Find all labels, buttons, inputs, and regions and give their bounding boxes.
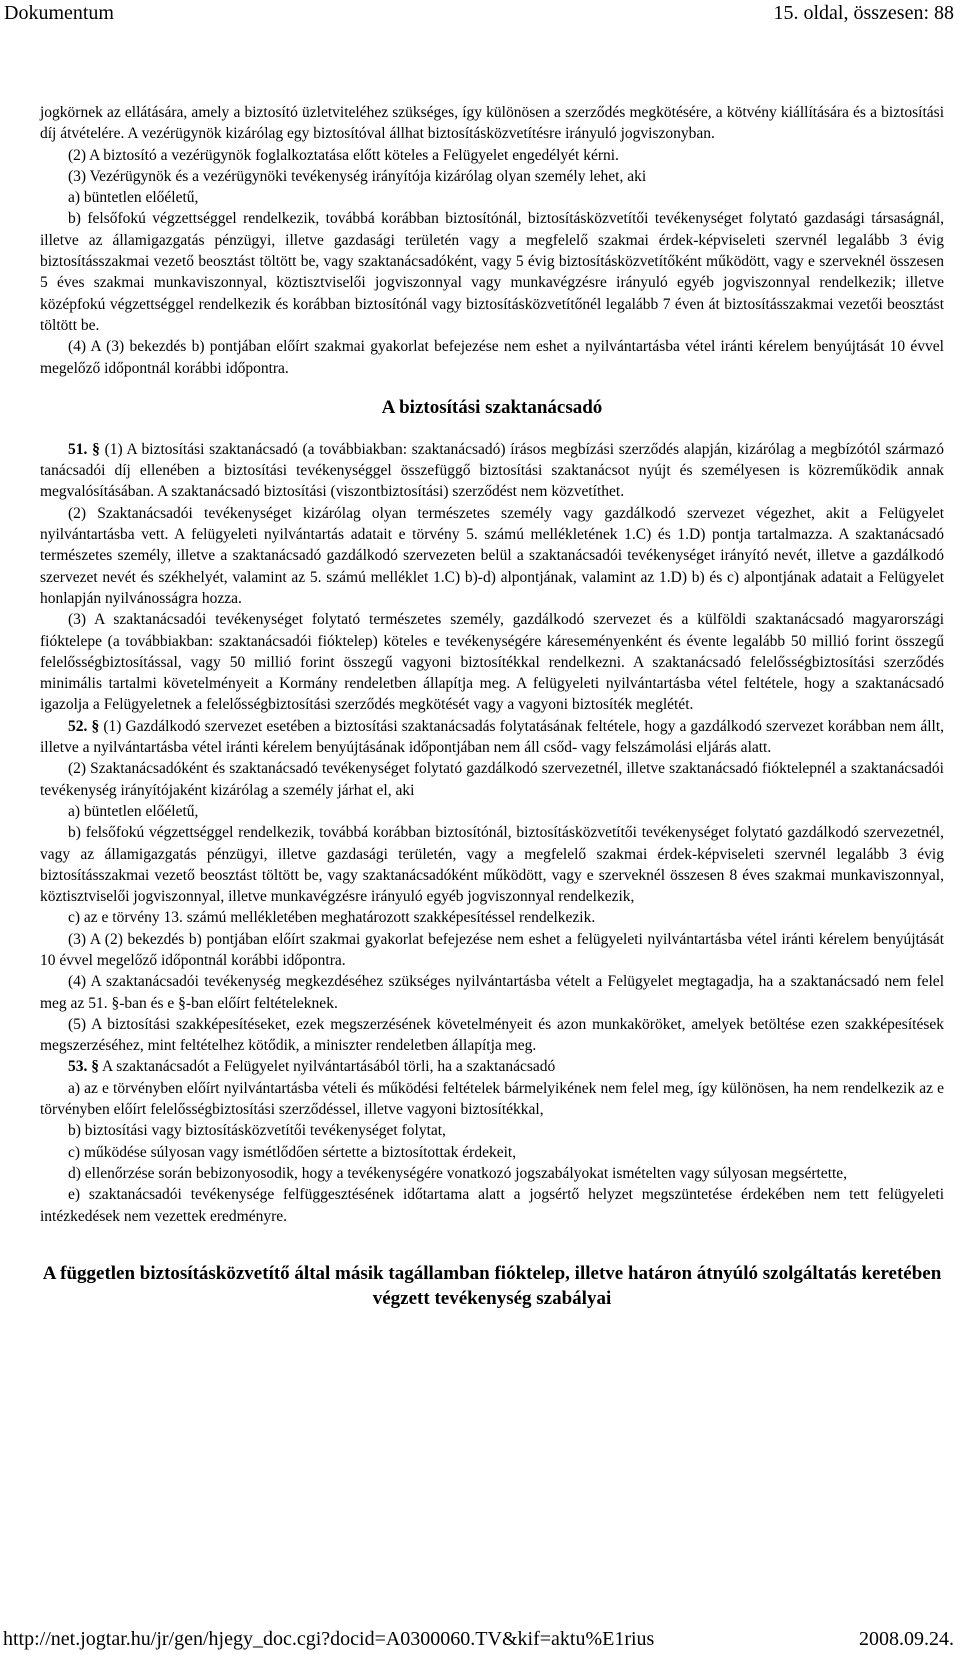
list-item: d) ellenőrzése során bebizonyosodik, hogy a tevékenységére vonatkozó jogszabályokat ismételten vagy súlyosan megsértette, [68,1164,848,1182]
list-item: c) működése súlyosan vagy ismétlődően sértette a biztosítottak érdekeit, [68,1143,517,1161]
list-item: b) felsőfokú végzettséggel rendelkezik, továbbá korábban biztosítónál, biztosításközvetítői tevékenységet folytató gazdálkodó szervezetnél, vagy az államigazgatás pénzügyi, illetve gazdasági területén, vagy a megfelelő szakmai érdek-képviseleti szervnél legalább 3 évig biztosításszakmai vezető beosztást töltött be, vagy szaktanácsadóként működött, vagy e szerveknél összesen 8 éves szakmai munkaviszonnyal, köztisztviselői jogviszonnyal, illetve munkavégzésre irányuló egyéb jogviszonnyal rendelkezik, [40,824,944,906]
paragraph: (3) A (2) bekezdés b) pontjában előírt szakmai gyakorlat befejezése nem eshet a felügyeleti nyilvántartásba vétel iránti kérelem benyújtását 10 évvel megelőző időpontnál korábbi időpontra. [40,930,944,969]
source-url: http://net.jogtar.hu/jr/gen/hjegy_doc.cgi?docid=A0300060.TV&kif=aktu%E1rius [3,1628,655,1650]
paragraph: (3) A szaktanácsadói tevékenységet folytató természetes személy, gazdálkodó szervezet és a külföldi szaktanácsadó magyarországi fióktelepe (a továbbiakban: szaktanácsadói fióktelep) köteles e tevékenységére káreseményenként és évente legalább 50 millió forint összegű felelősségbiztosítással, vagy 50 millió forint összegű vagyoni biztosítékkal rendelkezni. A szaktanácsadó felelősségbiztosítási szerződés minimális tartalmi követelményeit a Kormány rendeletben állapítja meg. A felügyeleti nyilvántartásba vétel feltétele, hogy a szaktanácsadó igazolja a Felügyeletnek a felelősségbiztosítási szerződés megkötését vagy a vagyoni biztosíték meglétét. [40,611,944,714]
paragraph: jogkörnek az ellátására, amely a biztosító üzletviteléhez szükséges, így különösen a szerződés megkötésére, a kötvény kiállítására és a biztosítási díj átvételére. A vezérügynök kizárólag egy biztosítóval állhat biztosításközvetítésre irányuló jogviszonyban. [40,104,944,143]
list-item: a) büntetlen előéletű, [68,189,199,207]
paragraph: (2) Szaktanácsadóként és szaktanácsadó tevékenységet folytató gazdálkodó szervezetnél, illetve szaktanácsadó fióktelepnél a szaktanácsadói tevékenység irányítójaként kizárólag a személy járhat el, aki [40,760,944,799]
section-heading: A független biztosításközvetítő által másik tagállamban fióktelep, illetve határon átnyúló szolgáltatás keretében végzett tevékenység szabályai [42,1262,942,1309]
section-number: 53. § [68,1058,99,1076]
page-header [0,0,960,26]
page-counter: 15. oldal, összesen: 88 [773,2,954,24]
list-item: a) büntetlen előéletű, [68,802,199,820]
paragraph: (5) A biztosítási szakképesítéseket, ezek megszerzésének követelményeit és azon munkaköröket, amelyek betöltése ezen szakképesítések megszerzéséhez, mint feltételhez kötődik, a miniszter rendeletben állapítja meg. [40,1015,944,1055]
list-item: c) az e törvény 13. számú mellékletében meghatározott szakképesítéssel rendelkezik. [68,909,596,927]
document-body [40,102,944,1311]
paragraph [40,439,944,503]
paragraph: (2) Szaktanácsadói tevékenységet kizárólag olyan természetes személy vagy gazdálkodó szervezet végezhet, akit a Felügyelet nyilvántartásba vett. A felügyeleti nyilvántartás adatait e törvény 5. számú mellékletének 1.C) és 1.D) pontja tartalmazza. A szaktanácsadó természetes személy, illetve a szaktanácsadó gazdálkodó szervezeten belül a szaktanácsadói tevékenységet irányító nevét, illetve a gazdálkodó szervezet nevét és székhelyét, valamint az 5. számú melléklet 1.C) b)-d) alpontjának, valamint az 1.D) b) és c) alpontjának adatait a Felügyelet honlapján nyilvánosságra hozza. [40,504,944,607]
paragraph: (4) A szaktanácsadói tevékenység megkezdéséhez szükséges nyilvántartásba vételt a Felügyelet megtagadja, ha a szaktanácsadó nem felel meg az 51. §-ban és e §-ban előírt feltételeknek. [40,973,944,1012]
section-number: 52. § [68,717,100,735]
paragraph [40,716,944,759]
list-item: b) felsőfokú végzettséggel rendelkezik, továbbá korábban biztosítónál, biztosításközvetítői tevékenységet folytató gazdasági társaságnál, illetve az államigazgatás pénzügyi, illetve gazdasági területén vagy a megfelelő szakmai érdek-képviseleti szervnél legalább 3 évig biztosításszakmai vezető beosztást töltött be, vagy szaktanácsadóként, vagy 5 évig biztosításközvetítőként működött, vagy e szerveknél összesen 5 éves szakmai munkaviszonnyal, köztisztviselői jogviszonnyal vagy munkavégzésre irányuló egyéb jogviszonnyal rendelkezik; illetve középfokú végzettséggel rendelkezik és korábban biztosítónál vagy biztosításközvetítőnél legalább 7 éven át biztosításszakmai vezetői beosztást töltött be. [40,210,944,334]
print-date: 2008.09.24. [859,1628,954,1650]
paragraph: (4) A (3) bekezdés b) pontjában előírt szakmai gyakorlat befejezése nem eshet a nyilvántartásba vétel iránti kérelem benyújtását 10 évvel megelőző időpontnál korábbi időpontra. [40,338,944,377]
paragraph-text: A szaktanácsadót a Felügyelet nyilvántartásából törli, ha a szaktanácsadó [102,1058,556,1076]
page-footer [0,1626,960,1654]
section-heading: A biztosítási szaktanácsadó [381,396,603,418]
document-label: Dokumentum [4,2,114,24]
paragraph-text: (1) Gazdálkodó szervezet esetében a biztosítási szaktanácsadás folytatásának feltétele, hogy a gazdálkodó szervezet korábban nem állt, illetve a nyilvántartásba vétel iránti kérelem benyújtásának időpontjában nem áll csőd- vagy felszámolási eljárás alatt. [40,717,945,757]
paragraph: (3) Vezérügynök és a vezérügynöki tevékenység irányítója kizárólag olyan személy lehet, aki [68,167,647,185]
paragraph-text: (1) A biztosítási szaktanácsadó (a továbbiakban: szaktanácsadó) írásos megbízási szerződés alapján, kizárólag a megbízótól származó tanácsadói díj ellenében a biztosítási tevékenységgel összefüggő biztosítási szaktanácsot nyújt és személyesen is közreműködik annak megvalósításában. A szaktanácsadó biztosítási (viszontbiztosítási) szerződést nem közvetíthet. [40,440,944,501]
paragraph: (2) A biztosító a vezérügynök foglalkoztatása előtt köteles a Felügyelet engedélyét kérni. [68,146,619,164]
section-number: 51. § [68,440,100,458]
list-item: b) biztosítási vagy biztosításközvetítői tevékenységet folytat, [68,1122,446,1140]
paragraph [40,1056,944,1077]
list-item: e) szaktanácsadói tevékenysége felfüggesztésének időtartama alatt a jogsértő helyzet megszüntetése érdekében nem tett felügyeleti intézkedések nem vezettek eredményre. [40,1186,944,1225]
list-item: a) az e törvényben előírt nyilvántartásba vételi és működési feltételek bármelyikének nem felel meg, így különösen, ha nem rendelkezik az e törvényben előírt felelősségbiztosítási szerződéssel, illetve vagyoni biztosítékkal, [40,1079,944,1119]
